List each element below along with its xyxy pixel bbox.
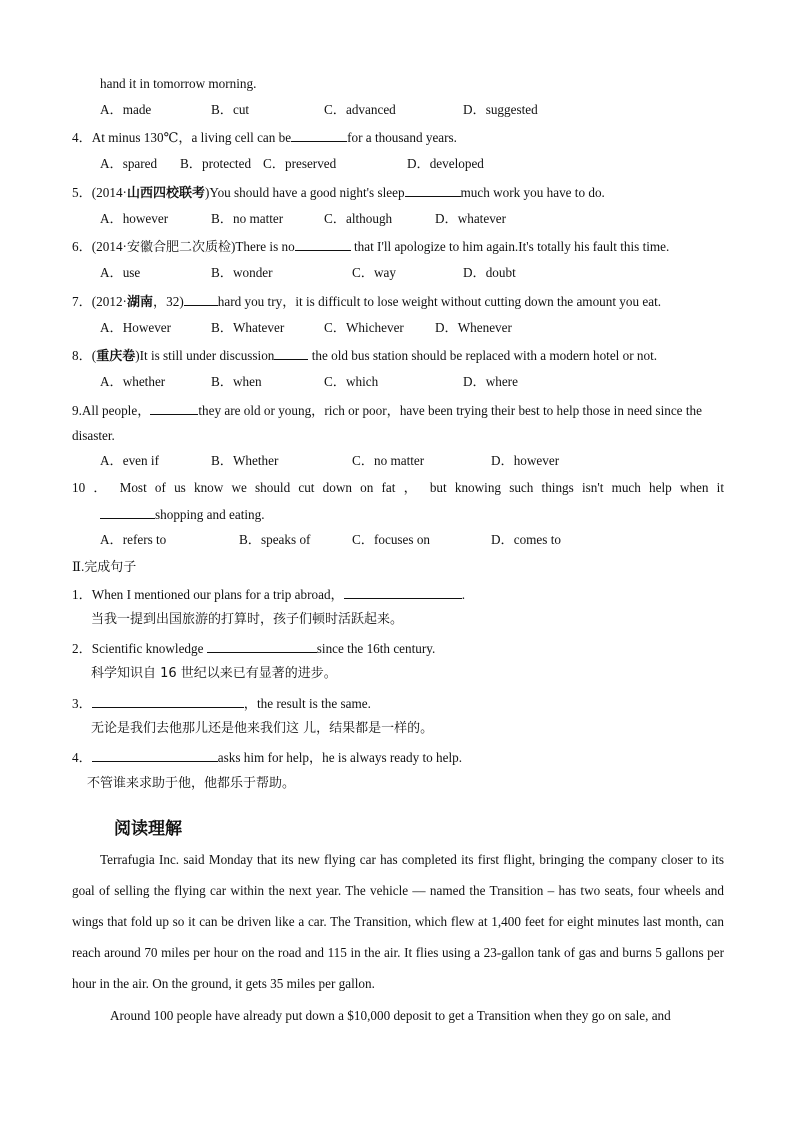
- option-a: A．use: [100, 265, 141, 280]
- option-c: C．which: [324, 374, 379, 389]
- option-d: D．comes to: [491, 532, 561, 547]
- section-number: Ⅱ.: [72, 559, 85, 574]
- option-b: B．when: [211, 374, 262, 389]
- sentence-text: ，the result is the same.: [243, 696, 371, 711]
- question-text: )There is no: [230, 239, 295, 254]
- question-source: 安徽合肥二次质检: [126, 240, 231, 255]
- section-title: 完成句子: [84, 560, 137, 575]
- question-text: ，32): [152, 294, 184, 309]
- option-b: B．protected: [180, 156, 252, 171]
- question-text: hard you try，it is difficult to lose weight without cutting down the amount you eat.: [217, 294, 662, 309]
- question-text: 6．(2014·: [72, 239, 127, 254]
- sentence-text: .: [461, 587, 466, 602]
- option-c: C．no matter: [352, 453, 425, 468]
- question-text: the old bus station should be replaced with a modern hotel or not.: [308, 348, 658, 363]
- question-text: 9.All people，: [72, 403, 151, 418]
- sentence-2-translation: 科学知识自 16 世纪以来已有显著的进步。: [91, 666, 337, 681]
- sentence-text: asks him for help，he is always ready to help.: [217, 750, 463, 765]
- option-a: A．refers to: [100, 532, 167, 547]
- options-q10: [100, 531, 724, 549]
- question-text: that I'll apologize to him again.It's totally his fault this time.: [350, 239, 670, 254]
- question-source: 湖南: [126, 295, 153, 310]
- question-text: shopping and eating.: [155, 507, 265, 522]
- option-a: A．however: [100, 211, 169, 226]
- question-5: [72, 183, 724, 203]
- option-a: A．made: [100, 102, 152, 117]
- answer-blank: [274, 346, 308, 360]
- answer-blank: [405, 183, 461, 197]
- question-10-continuation: [100, 505, 724, 524]
- section-heading: [72, 558, 724, 577]
- option-d: D．doubt: [463, 265, 516, 280]
- question-continuation: hand it in tomorrow morning.: [100, 76, 257, 91]
- option-b: B．speaks of: [239, 532, 311, 547]
- options-q8: [100, 373, 724, 391]
- option-c: C．although: [324, 211, 393, 226]
- question-text: for a thousand years.: [347, 130, 457, 145]
- reading-heading: 阅读理解: [114, 819, 182, 839]
- question-source: 山西四校联考: [126, 186, 205, 201]
- question-text: much work you have to do.: [460, 185, 605, 200]
- option-b: B．cut: [211, 102, 250, 117]
- option-a: A．spared: [100, 156, 158, 171]
- sentence-text: 1．When I mentioned our plans for a trip abroad，: [72, 587, 344, 602]
- sentence-4: [72, 748, 724, 767]
- option-c: C．preserved: [263, 156, 337, 171]
- sentence-3: [72, 694, 724, 713]
- option-c: C．way: [352, 265, 396, 280]
- passage-paragraph-2: Around 100 people have already put down a $10,000 deposit to get a Transition when they go on sale, and: [110, 1008, 671, 1023]
- sentence-2: [72, 639, 724, 658]
- question-source: 重庆卷: [96, 349, 136, 364]
- question-4: [72, 128, 724, 147]
- option-d: D．Whenever: [435, 320, 512, 335]
- question-text: they are old or young，rich or poor，have been trying their best to help those in need since the: [198, 403, 702, 418]
- answer-blank: [344, 585, 462, 599]
- option-d: D．developed: [407, 156, 484, 171]
- question-text: 4．At minus 130℃，a living cell can be: [72, 130, 292, 145]
- sentence-1: [72, 585, 724, 604]
- option-c: C．Whichever: [324, 320, 404, 335]
- question-6: [72, 237, 724, 257]
- question-text: 8．(: [72, 348, 97, 363]
- question-8: [72, 346, 724, 366]
- answer-blank: [92, 748, 218, 762]
- sentence-text: 3．: [72, 696, 92, 711]
- option-a: A．whether: [100, 374, 166, 389]
- question-text: )You should have a good night's sleep: [204, 185, 405, 200]
- option-b: B．wonder: [211, 265, 273, 280]
- question-10: 10 ． Most of us know we should cut down on fat ， but knowing such things isn't much help when it: [72, 480, 724, 495]
- sentence-text: since the 16th century.: [316, 641, 436, 656]
- question-7: [72, 292, 724, 312]
- option-d: D．suggested: [463, 102, 538, 117]
- options-q7: [100, 319, 724, 337]
- answer-blank: [207, 639, 317, 653]
- answer-blank: [100, 505, 155, 519]
- option-a: A．even if: [100, 453, 159, 468]
- answer-blank: [150, 401, 198, 415]
- answer-blank: [184, 292, 218, 306]
- answer-blank: [295, 237, 351, 251]
- question-text: 7．(2012·: [72, 294, 127, 309]
- options-q6: [100, 264, 724, 282]
- options-q4: [100, 155, 724, 173]
- question-9: [72, 401, 724, 420]
- option-c: C．advanced: [324, 102, 396, 117]
- option-d: D．where: [463, 374, 518, 389]
- answer-blank: [92, 694, 244, 708]
- option-d: D．however: [491, 453, 560, 468]
- option-b: B．Whatever: [211, 320, 285, 335]
- sentence-1-translation: 当我一提到出国旅游的打算时，孩子们顿时活跃起来。: [91, 612, 404, 627]
- sentence-text: 4．: [72, 750, 92, 765]
- option-d: D．whatever: [435, 211, 507, 226]
- options-q5: [100, 210, 724, 228]
- option-c: C．focuses on: [352, 532, 431, 547]
- sentence-4-translation: 不管谁来求助于他，他都乐于帮助。: [87, 776, 296, 791]
- answer-blank: [291, 128, 347, 142]
- option-a: A．However: [100, 320, 172, 335]
- option-b: B．Whether: [211, 453, 279, 468]
- sentence-text: 2．Scientific knowledge: [72, 641, 207, 656]
- question-9-continuation: disaster.: [72, 428, 115, 443]
- question-text: 5．(2014·: [72, 185, 127, 200]
- passage-paragraph-1: Terrafugia Inc. said Monday that its new flying car has completed its first flight, bringing the company closer to its goal of selling the flying car within the next year. The vehicle — named the Transition – has two seats, four wheels and wings that fold up so it can be driven like a car. The Transition, which flew at 1,400 feet for eight minutes last month, can reach around 70 miles per hour on the road and 115 in the air. It flies using a 23-gallon tank of gas and burns 5 gallons per hour in the air. On the ground, it gets 35 miles per gallon.: [72, 852, 724, 991]
- options-q3: [100, 101, 724, 119]
- question-text: )It is still under discussion: [135, 348, 275, 363]
- options-q9: [100, 452, 724, 470]
- option-b: B．no matter: [211, 211, 284, 226]
- sentence-3-translation: 无论是我们去他那儿还是他来我们这 儿，结果都是一样的。: [91, 721, 434, 736]
